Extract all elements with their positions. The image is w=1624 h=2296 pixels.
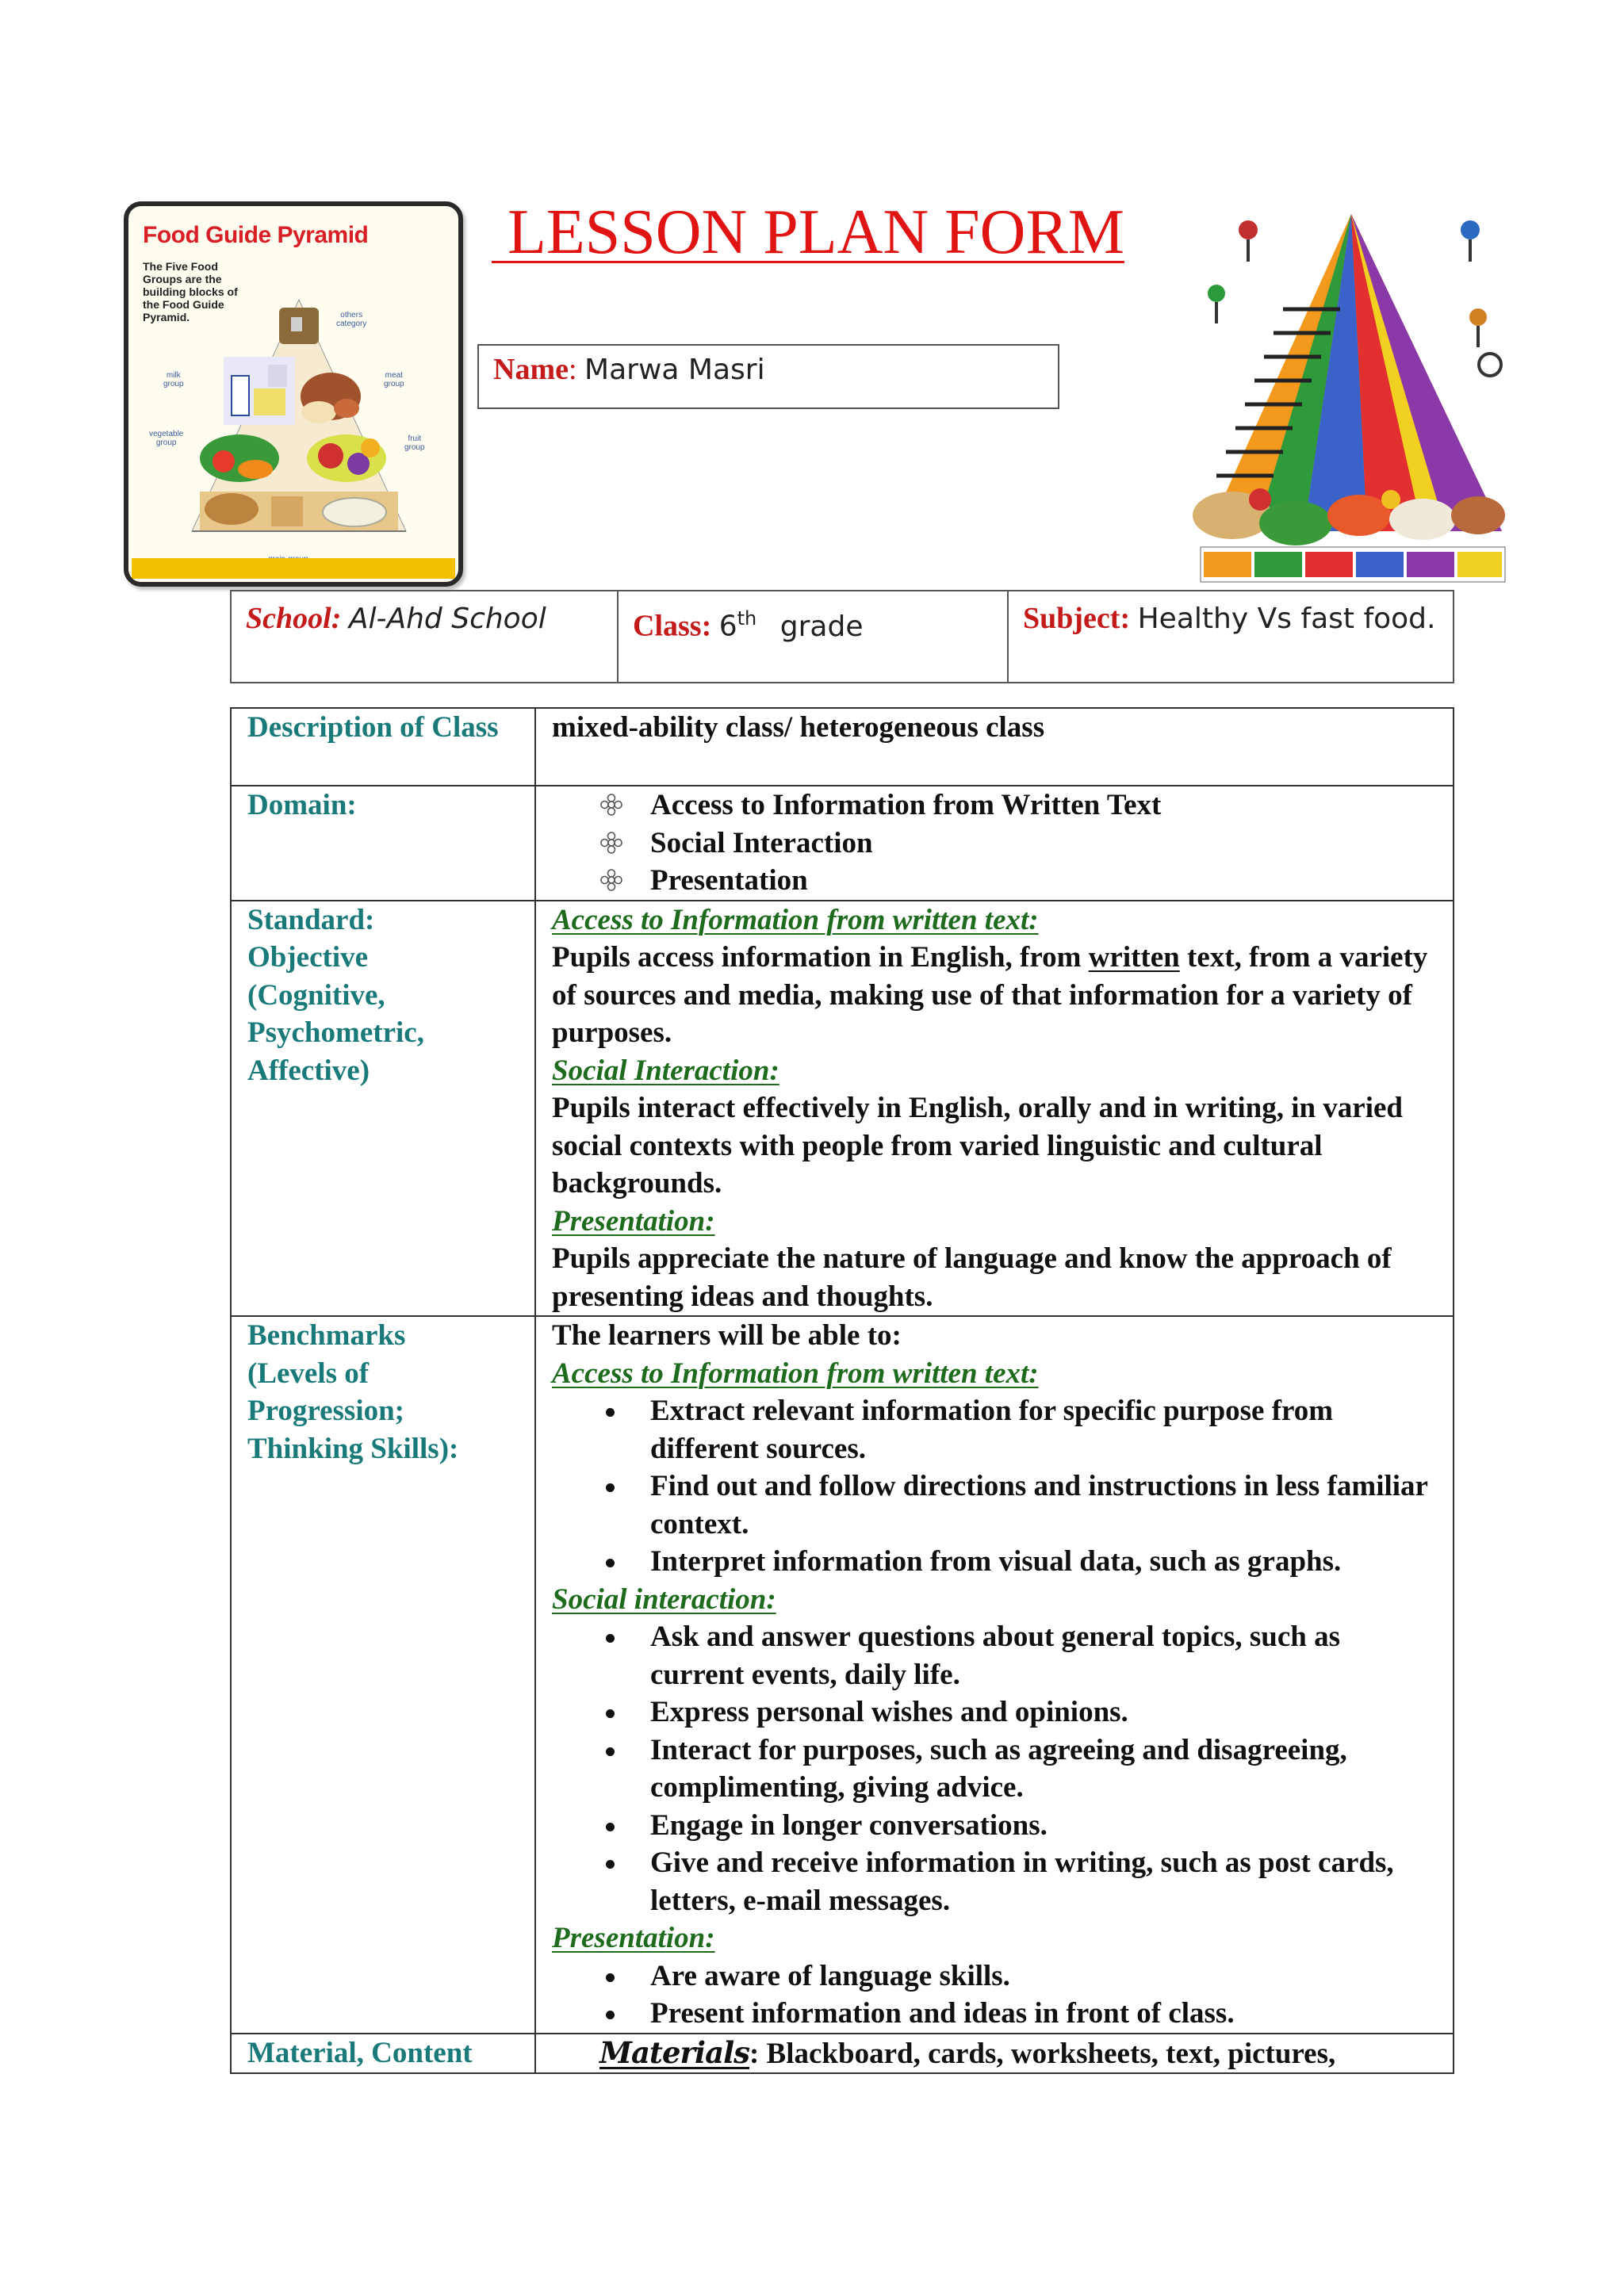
name-label: Name: [493, 353, 569, 386]
domain-item-text: Access to Information from Written Text: [650, 789, 1162, 821]
meat-group-label: meat group: [384, 371, 404, 388]
material-value: [535, 2034, 1454, 2074]
benchmarks-value: [535, 1316, 1454, 2034]
benchmarks-label-line: (Levels of: [247, 1357, 370, 1390]
name-value: Marwa Masri: [584, 354, 765, 386]
food-guide-pyramid-image: [124, 201, 463, 587]
subject-label: Subject:: [1023, 602, 1131, 635]
standard-section-title: Presentation:: [552, 1204, 715, 1238]
list-item: Interpret information from visual data, such as graphs.: [650, 1543, 1440, 1581]
benchmarks-section-title: Presentation:: [552, 1922, 715, 1954]
list-item: Engage in longer conversations.: [650, 1807, 1440, 1845]
standard-label-line: (Cognitive,: [247, 978, 385, 1012]
subject-value: Healthy Vs fast food.: [1137, 603, 1436, 635]
materials-value: : Blackboard, cards, worksheets, text, pictures,: [749, 2037, 1336, 2070]
list-item: Present information and ideas in front of class.: [650, 1995, 1440, 2033]
info-table: [230, 590, 1454, 683]
name-colon: :: [568, 353, 585, 386]
benchmarks-section-title: Access to Information from written text:: [552, 1357, 1039, 1390]
description-row: [231, 708, 1454, 786]
domain-row: [231, 786, 1454, 901]
domain-item: [650, 825, 1440, 863]
standard-section-text: Pupils access information in English, from written text, from a variety of sources and media, making use of that information for a variety of purposes.: [552, 941, 1428, 1049]
standard-label: [231, 901, 535, 1317]
standard-value: [535, 901, 1454, 1317]
list-item: Express personal wishes and opinions.: [650, 1693, 1440, 1732]
name-field: [477, 344, 1059, 409]
benchmarks-row: [231, 1316, 1454, 2034]
domain-item: [650, 786, 1440, 825]
description-label: Description of Class: [231, 708, 535, 786]
domain-label: Domain:: [231, 786, 535, 901]
school-value: Al-Ahd School: [348, 603, 546, 635]
standard-section-text: Pupils interact effectively in English, orally and in writing, in varied social contexts with people from varied linguistic and cultural backgrounds.: [552, 1092, 1403, 1200]
class-number: 6: [718, 610, 737, 643]
materials-label: Materials: [599, 2034, 749, 2070]
class-cell: [618, 591, 1008, 683]
pyramid-illustration: [128, 206, 458, 582]
domain-item-text: Presentation: [650, 864, 808, 897]
benchmarks-label-line: Progression;: [247, 1395, 405, 1427]
material-row: [231, 2034, 1454, 2074]
list-item: Find out and follow directions and instructions in less familiar context.: [650, 1468, 1440, 1543]
benchmarks-label-line: Thinking Skills):: [247, 1432, 459, 1465]
flower-bullet-icon: [599, 831, 623, 855]
standard-section-title: Social Interaction:: [552, 1054, 779, 1087]
material-label: Material, Content: [231, 2034, 535, 2074]
standard-row: [231, 901, 1454, 1317]
benchmarks-list: [552, 1957, 1440, 2033]
class-suffix: th: [737, 607, 757, 629]
list-item: Ask and answer questions about general topics, such as current events, daily life.: [650, 1618, 1440, 1693]
benchmarks-list: [552, 1618, 1440, 1919]
benchmarks-list: [552, 1392, 1440, 1581]
list-item: Extract relevant information for specific purpose from different sources.: [650, 1392, 1440, 1468]
flower-bullet-icon: [599, 868, 623, 892]
page-title: LESSON PLAN FORM: [492, 197, 1124, 267]
school-cell: [231, 591, 618, 683]
standard-section-text: Pupils appreciate the nature of language and know the approach of presenting ideas and thoughts.: [552, 1242, 1392, 1313]
list-item: Give and receive information in writing, such as post cards, letters, e-mail messages.: [650, 1844, 1440, 1919]
school-label: School:: [246, 602, 342, 635]
pyramid-card-subtitle: The Five Food Groups are the building blocks of the Food Guide Pyramid.: [143, 260, 238, 323]
benchmarks-label: [231, 1316, 535, 2034]
card-frame-bottom: [132, 558, 455, 579]
domain-value: [535, 786, 1454, 901]
standard-label-line: Affective): [247, 1054, 370, 1087]
food-pyramid-staircase-image: [1185, 198, 1510, 587]
list-item: Are aware of language skills.: [650, 1957, 1440, 1996]
domain-list: [552, 786, 1440, 900]
domain-item: [650, 862, 1440, 900]
list-item: Interact for purposes, such as agreeing and disagreeing, complimenting, giving advice.: [650, 1732, 1440, 1807]
subject-cell: [1008, 591, 1454, 683]
class-label: Class:: [633, 609, 712, 643]
class-grade: grade: [779, 610, 864, 643]
milk-group-label: milk group: [163, 371, 184, 388]
benchmarks-intro: The learners will be able to:: [552, 1319, 902, 1352]
standard-label-line: Standard:: [247, 903, 375, 936]
domain-item-text: Social Interaction: [650, 826, 873, 859]
standard-label-line: Objective: [247, 941, 369, 974]
benchmarks-section-title: Social interaction:: [552, 1582, 776, 1616]
pyramid-card-title: Food Guide Pyramid: [143, 222, 369, 248]
flower-bullet-icon: [599, 793, 623, 817]
others-category-label: others category: [336, 311, 367, 328]
standard-section-title: Access to Information from written text:: [552, 903, 1039, 936]
fruit-group-label: fruit group: [404, 434, 425, 452]
description-value: mixed-ability class/ heterogeneous class: [535, 708, 1454, 786]
benchmarks-label-line: Benchmarks: [247, 1319, 406, 1352]
standard-label-line: Psychometric,: [247, 1016, 424, 1049]
lesson-plan-table: [230, 707, 1454, 2074]
vegetable-group-label: vegetable group: [149, 430, 184, 447]
